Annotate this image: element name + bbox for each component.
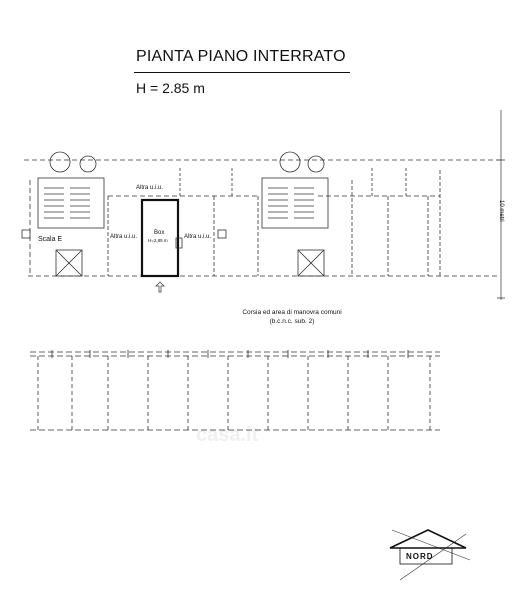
label-box-height: H=2,85 m [148, 238, 168, 243]
watermark-logo: casa.it [196, 424, 259, 446]
scale-label: 10 metri [498, 200, 504, 222]
north-label: NORD [406, 552, 434, 561]
common-area-line2: (b.c.n.c. sub. 2) [269, 318, 315, 325]
label-common-area [232, 308, 352, 326]
label-box: Box [154, 230, 165, 236]
label-scala-e: Scala E [38, 236, 63, 243]
label-altra-uiu-top: Altra u.i.u. [136, 185, 164, 191]
label-altra-uiu-left: Altra u.i.u. [110, 234, 138, 240]
common-area-line1: Corsia ed area di manovra comuni [242, 309, 342, 316]
label-altra-uiu-right: Altra u.i.u. [184, 234, 212, 240]
plan-title: PIANTA PIANO INTERRATO [136, 48, 346, 65]
floor-height: H = 2.85 m [136, 80, 205, 96]
